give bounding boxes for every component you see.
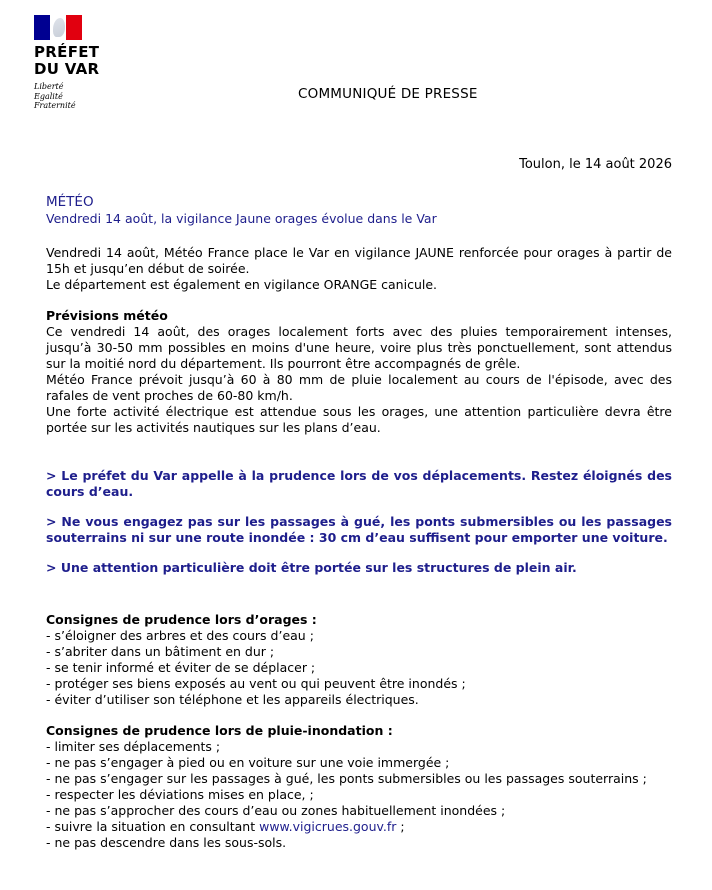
flood-advice-list xyxy=(46,739,672,851)
list-item-prefix: - suivre la situation en consultant xyxy=(46,819,260,834)
flood-advice-heading: Consignes de prudence lors de pluie-inondation : xyxy=(46,723,393,738)
rubric-title: MÉTÉO xyxy=(46,194,94,210)
list-item-vigicrues xyxy=(46,819,672,835)
motto-line: Fraternité xyxy=(34,101,76,110)
list-item: - ne pas descendre dans les sous-sols. xyxy=(46,835,287,850)
list-item: - ne pas s’approcher des cours d’eau ou zones habituellement inondées ; xyxy=(46,803,506,818)
alert-message: > Le préfet du Var appelle à la prudence lors de vos déplacements. Restez éloignés des cours d’eau. xyxy=(46,468,672,499)
alert-message: > Ne vous engagez pas sur les passages à gué, les ponts submersibles ou les passages souterrains ni sur une route inondée : 30 cm d’eau suffisent pour emporter une voiture. xyxy=(46,514,672,545)
list-item: - ne pas s’engager sur les passages à gué, les ponts submersibles ou les passages souterrains ; xyxy=(46,771,647,786)
motto-line: Liberté xyxy=(34,82,64,91)
list-item: - respecter les déviations mises en place, ; xyxy=(46,787,314,802)
list-item-suffix: ; xyxy=(396,819,405,834)
intro-paragraph: Le département est également en vigilance ORANGE canicule. xyxy=(46,277,438,292)
forecast-heading: Prévisions météo xyxy=(46,308,168,323)
forecast-paragraph: Une forte activité électrique est attendue sous les orages, une attention particulière devra être portée sur les activités nautiques sur les plans d’eau. xyxy=(46,404,672,435)
list-item: - limiter ses déplacements ; xyxy=(46,739,221,754)
list-item: - éviter d’utiliser son téléphone et les appareils électriques. xyxy=(46,692,419,707)
forecast-paragraph: Météo France prévoit jusqu’à 60 à 80 mm de pluie localement au cours de l'épisode, avec des rafales de vent proches de 60-80 km/h. xyxy=(46,372,672,403)
date-line: Toulon, le 14 août 2026 xyxy=(519,157,672,172)
press-release-subtitle: Vendredi 14 août, la vigilance Jaune orages évolue dans le Var xyxy=(46,211,437,226)
storm-advice-list xyxy=(46,628,672,708)
marianne-flag-icon xyxy=(34,15,82,40)
list-item: - protéger ses biens exposés au vent ou qui peuvent être inondés ; xyxy=(46,676,466,691)
document-type: COMMUNIQUÉ DE PRESSE xyxy=(298,86,478,102)
storm-advice-heading: Consignes de prudence lors d’orages : xyxy=(46,612,317,627)
forecast-paragraph: Ce vendredi 14 août, des orages localement forts avec des pluies temporairement intenses, jusqu’à 30-50 mm possibles en moins d'une heure, voire plus très ponctuellement, sont attendus sur la moitié nord du département. Ils pourront être accompagnés de grêle. xyxy=(46,324,672,371)
vigicrues-link[interactable]: www.vigicrues.gouv.fr xyxy=(259,819,397,834)
prefecture-name xyxy=(34,44,144,78)
list-item: - s’abriter dans un bâtiment en dur ; xyxy=(46,644,275,659)
list-item: - se tenir informé et éviter de se déplacer ; xyxy=(46,660,316,675)
list-item: - ne pas s’engager à pied ou en voiture sur une voie immergée ; xyxy=(46,755,450,770)
intro-paragraph: Vendredi 14 août, Météo France place le Var en vigilance JAUNE renforcée pour orages à partir de 15h et jusqu’en début de soirée. xyxy=(46,245,672,276)
alert-message: > Une attention particulière doit être portée sur les structures de plein air. xyxy=(46,560,577,575)
republic-motto xyxy=(34,82,144,111)
motto-line: Egalité xyxy=(34,91,63,101)
prefecture-logo xyxy=(34,15,144,111)
press-release-body xyxy=(46,193,672,851)
prefecture-name-line2: DU VAR xyxy=(34,60,100,78)
list-item: - s’éloigner des arbres et des cours d’eau ; xyxy=(46,628,314,643)
prefecture-name-line1: PRÉFET xyxy=(34,43,100,61)
